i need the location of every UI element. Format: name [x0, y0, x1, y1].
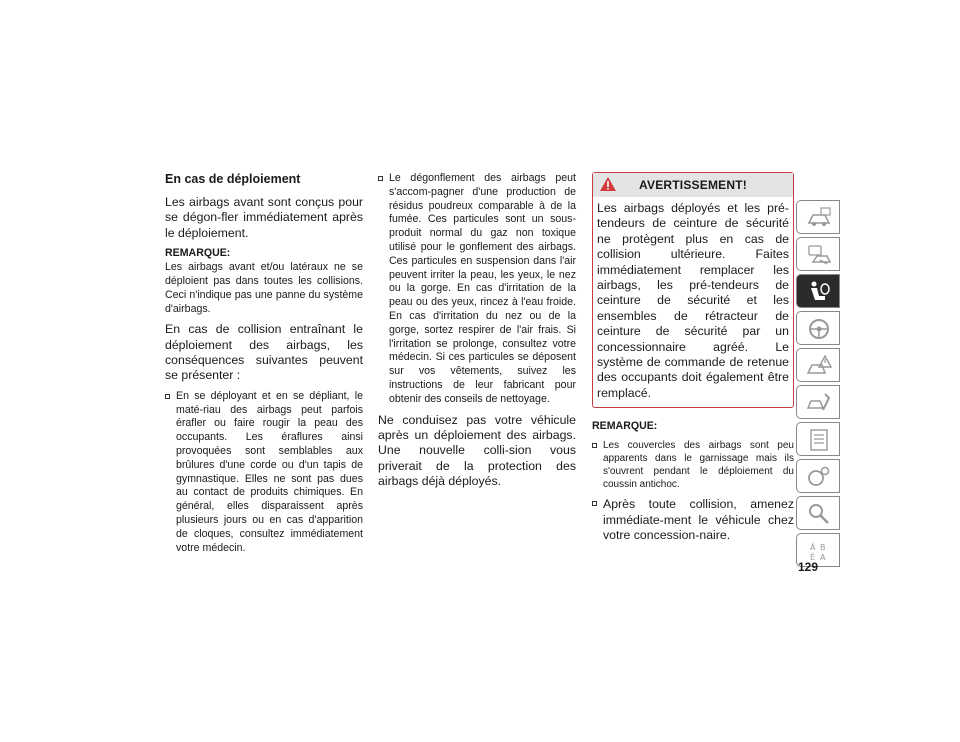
square-bullet-icon: [592, 443, 597, 448]
tab-instrument-panel[interactable]: [796, 237, 840, 271]
paragraph: Ne conduisez pas votre véhicule après un déploiement des airbags. Une nouvelle colli-sion vous priverait de la protection des airbags déjà déployés.: [378, 412, 576, 489]
paragraph: En cas de collision entraînant le déploiement des airbags, les conséquences suivantes peuvent se présenter :: [165, 322, 363, 383]
square-bullet-icon: [592, 501, 597, 506]
warning-text: Les airbags déployés et les pré-tendeurs de ceinture de sécurité ne protègent plus en cas de collision ultérieure. Faites immédiatement remplacer les airbags, les pré-tendeurs de ceinture de sécurité et les ensembles de rétracteur de ceinture de sécurité par un concessionnaire agréé. Le système de commande de retenue des occupants doit également être remplacé.: [597, 201, 789, 400]
tab-multimedia[interactable]: [796, 459, 840, 493]
tab-getting-to-know[interactable]: [796, 200, 840, 234]
car-service-icon: [805, 390, 833, 416]
bullet-list: [378, 172, 576, 407]
svg-text:É: É: [810, 553, 816, 562]
tab-servicing[interactable]: [796, 385, 840, 419]
note-text: Les airbags avant et/ou latéraux ne se déploient pas dans toutes les collisions. Ceci n'indique pas une panne du système d'airbags.: [165, 261, 363, 316]
list-item-text: Le dégonflement des airbags peut s'accom-pagner d'une production de résidus poudreux comparable à de la fumée. Ces particules sont un sous-produit normal du gaz non toxique utilisé pour le gonflement des airbags. Ces particules en suspension dans l'air peuvent irriter la peau, les yeux, le nez ou la gorge. En cas d'irritation de la peau ou des yeux, rincez à l'eau froide. En cas d'irritation du nez ou de la gorge, sortez respirer de l'air frais. Si l'irritation se prolonge, consultez votre médecin. Si ces particules se déposent sur vos vêtements, suivez les instructions de leur fabricant pour obtenir des conseils de nettoyage.: [389, 172, 576, 405]
tab-specifications[interactable]: [796, 422, 840, 456]
paragraph: Les airbags avant sont conçus pour se dégon-fler immédiatement après le déploiement.: [165, 195, 363, 240]
square-bullet-icon: [378, 176, 383, 181]
list-item: [378, 172, 576, 407]
car-dashboard-icon: [805, 205, 833, 231]
column-left: [165, 172, 363, 561]
chapter-tabs: [796, 200, 840, 570]
note-label: REMARQUE:: [592, 420, 658, 433]
list-item-text: En se déployant et en se dépliant, le maté-riau des airbags peut parfois érafler ou faire rougir la peau des occupants. Les éraflures ainsi provoquées sont semblables aux brûlures d'une corde ou d'un tapis de gymnastique. Elles ne sont pas dues au contact de produits chimiques. En général, elles disparaissent après plusieurs jours ou en cas d'apparition de cloques, consultez immédiatement votre médecin.: [176, 389, 363, 554]
magnifier-icon: [805, 501, 833, 527]
svg-text:Ä: Ä: [810, 543, 816, 552]
tab-safety[interactable]: [796, 274, 840, 308]
bullet-list: [592, 439, 794, 543]
tab-starting-driving[interactable]: [796, 311, 840, 345]
note-label: REMARQUE:: [165, 247, 231, 260]
list-item-text: Après toute collision, amenez immédiate-ment le véhicule chez votre concession-naire.: [603, 497, 794, 543]
steering-settings-icon: [805, 464, 833, 490]
svg-text:A: A: [820, 553, 826, 562]
car-warning-icon: [805, 353, 833, 379]
list-item: [165, 390, 363, 556]
page-number: 129: [798, 560, 819, 574]
warning-triangle-icon: [599, 176, 617, 192]
bullet-list: [165, 390, 363, 556]
warning-header: [593, 173, 793, 197]
column-middle: [378, 172, 576, 496]
column-right: [592, 172, 794, 550]
seat-airbag-icon: [805, 279, 833, 305]
car-message-icon: [805, 242, 833, 268]
steering-wheel-icon: [805, 316, 833, 342]
warning-box: [592, 172, 794, 408]
section-heading: En cas de déploiement: [165, 172, 301, 186]
svg-text:B: B: [820, 543, 826, 552]
checklist-icon: [805, 427, 833, 453]
tab-emergency[interactable]: [796, 348, 840, 382]
tab-index[interactable]: [796, 496, 840, 530]
square-bullet-icon: [165, 394, 170, 399]
list-item: [592, 439, 794, 491]
list-item-text: Les couvercles des airbags sont peu apparents dans le garnissage mais ils s'ouvrent pendant le déploiement du coussin antichoc.: [603, 440, 794, 491]
warning-title: AVERTISSEMENT!: [639, 177, 747, 192]
list-item: [592, 497, 794, 543]
